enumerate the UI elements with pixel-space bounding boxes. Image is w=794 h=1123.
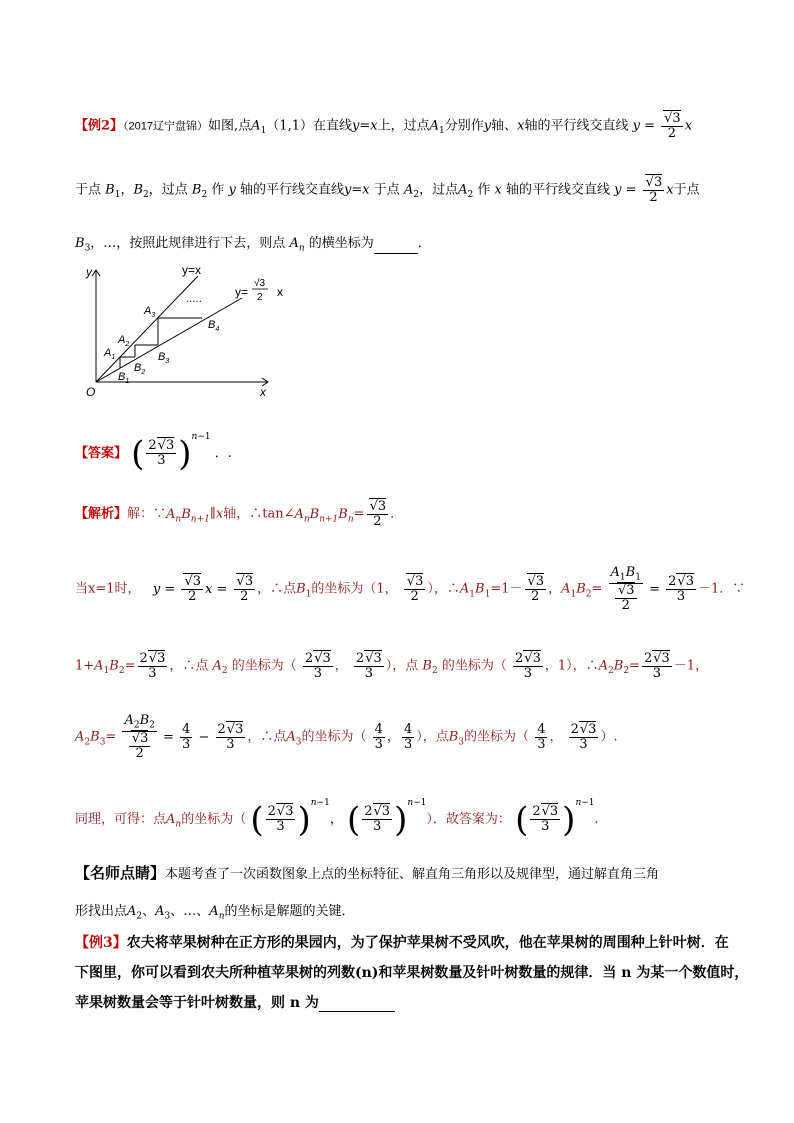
x-axis-label: x — [260, 385, 266, 399]
example3-line1: 【例3】农夫将苹果树种在正方形的果园内，为了保护苹果树不受风吹，他在苹果树的周围种上针叶树．在 — [75, 935, 729, 951]
answer-line: 【答案】 ( $\frac{2√3}{3}$ )$^{n-1}$ ．. — [75, 432, 232, 474]
point-A3: $A_3$ — [144, 305, 156, 319]
solution-line2: $1+A_1B_2=$ $\frac{2√3}{3}$ ，∴点 $A_2$ 的坐标为（ $\frac{2√3}{3}$ ， $\frac{2√3}{3}$ ），点 $B_2$ 的坐标为（ $\frac{2√3}{3}$ ，1），$\therefore A_2B_2=$ $\frac{2√3}{3}$ －1， — [75, 651, 709, 681]
example3-line2: 下图里，你可以看到农夫所种植苹果树的列数(n)和苹果树数量及针叶树数量的规律．当 n 为某一个数值时， — [75, 965, 749, 981]
svg-text:2: 2 — [257, 292, 263, 303]
solution-line1: 当x=1时， y = $\frac{√3}{2}$ x = $\frac{√3}{2}$ ，∴点$B_1$的坐标为（1， $\frac{√3}{2}$ ），$\therefore A_1B_1=1-$ $\frac{√3}{2}$ ，$A_1B_2=$ $\frac{A_1B_1}{\frac{√3}{2}}$ = $\frac{2√3}{3}$ －1．∵ — [75, 565, 746, 613]
example2-line1: 【例2】（2017辽宁盘锦）如图,点$A_1(1,1)$在直线y=x上，过点$A_1$分别作y轴、x轴的平行线交直线 y = $\frac{√3}{2}$ x — [75, 111, 693, 141]
origin-label: O — [86, 385, 96, 399]
point-B1: $B_1$ — [118, 371, 130, 385]
point-A2: $A_2$ — [118, 334, 130, 348]
line-sqrt3-label: y= — [235, 285, 249, 299]
dots-label: ..... — [186, 294, 202, 305]
example2-line2: 于点 $B_1$，$B_2$，过点 $B_2$ 作 y 轴的平行线交直线y=x 于点 $A_2$，过点$A_2$ 作 x 轴的平行线交直线 y = $\frac{√3}{2}$ x于点 — [75, 175, 700, 205]
analysis-label: 【解析】 — [75, 506, 128, 522]
example-tag: 【例2】 — [75, 118, 124, 134]
svg-text:√3: √3 — [254, 278, 266, 289]
line-yx-label: y=x — [182, 263, 202, 277]
sqrt3-over-2: $\frac{√3}{2}$ — [661, 112, 683, 140]
coordinate-figure — [78, 260, 298, 400]
answer-label: 【答案】 — [75, 446, 128, 461]
example2-line3: $B_3$，…，按照此规律进行下去，则点 $A_n$ 的横坐标为 ． — [75, 236, 431, 254]
point-B3: $B_3$ — [158, 351, 170, 365]
answer-blank — [374, 241, 418, 254]
point-B4: $B_4$ — [208, 319, 220, 333]
example3-line3: 苹果树数量会等于针叶树数量，则 n 为 — [75, 992, 395, 1012]
comment-line2: 形找出点$A_2$、$A_3$、…、$A_n$的坐标是解题的关键． — [75, 904, 355, 922]
y-axis-label: y — [86, 265, 92, 279]
svg-text:x: x — [277, 285, 283, 299]
analysis-line: 【解析】解：$\because A_nB_{n+1}\parallel x$轴，$\therefore\tan\angle A_nB_{n+1}B_n=$ $\frac{√3}{2}$ ． — [75, 499, 404, 529]
comment-label: 【名师点睛】 — [75, 864, 166, 882]
example3-tag: 【例3】 — [75, 935, 127, 951]
solution-line3: $A_2B_3=$ $\frac{A_2B_2}{\frac{√3}{2}}$ = $\frac{4}{3}$ − $\frac{2√3}{3}$ ，∴点$A_3$的坐标为（ $\frac{4}{3}$ ， $\frac{4}{3}$ ），点$B_3$的坐标为（ $\frac{4}{3}$ ， $\frac{2√3}{3}$ ）. — [75, 713, 618, 761]
example3-blank — [319, 997, 395, 1012]
point-B2: $B_2$ — [134, 362, 146, 376]
point-A1: $A_1$ — [104, 347, 116, 361]
solution-line4: 同理，可得：点$A_n$的坐标为（ ( $\frac{2√3}{3}$ )$^{n-1}$， ( $\frac{2√3}{3}$ )$^{n-1}$）．故答案为： ( $\frac{2√3}{3}$ )$^{n-1}$. — [75, 798, 599, 840]
comment-line1: 【名师点睛】本题考查了一次函数图象上点的坐标特征、解直角三角形以及规律型，通过解直角三角 — [75, 864, 660, 882]
